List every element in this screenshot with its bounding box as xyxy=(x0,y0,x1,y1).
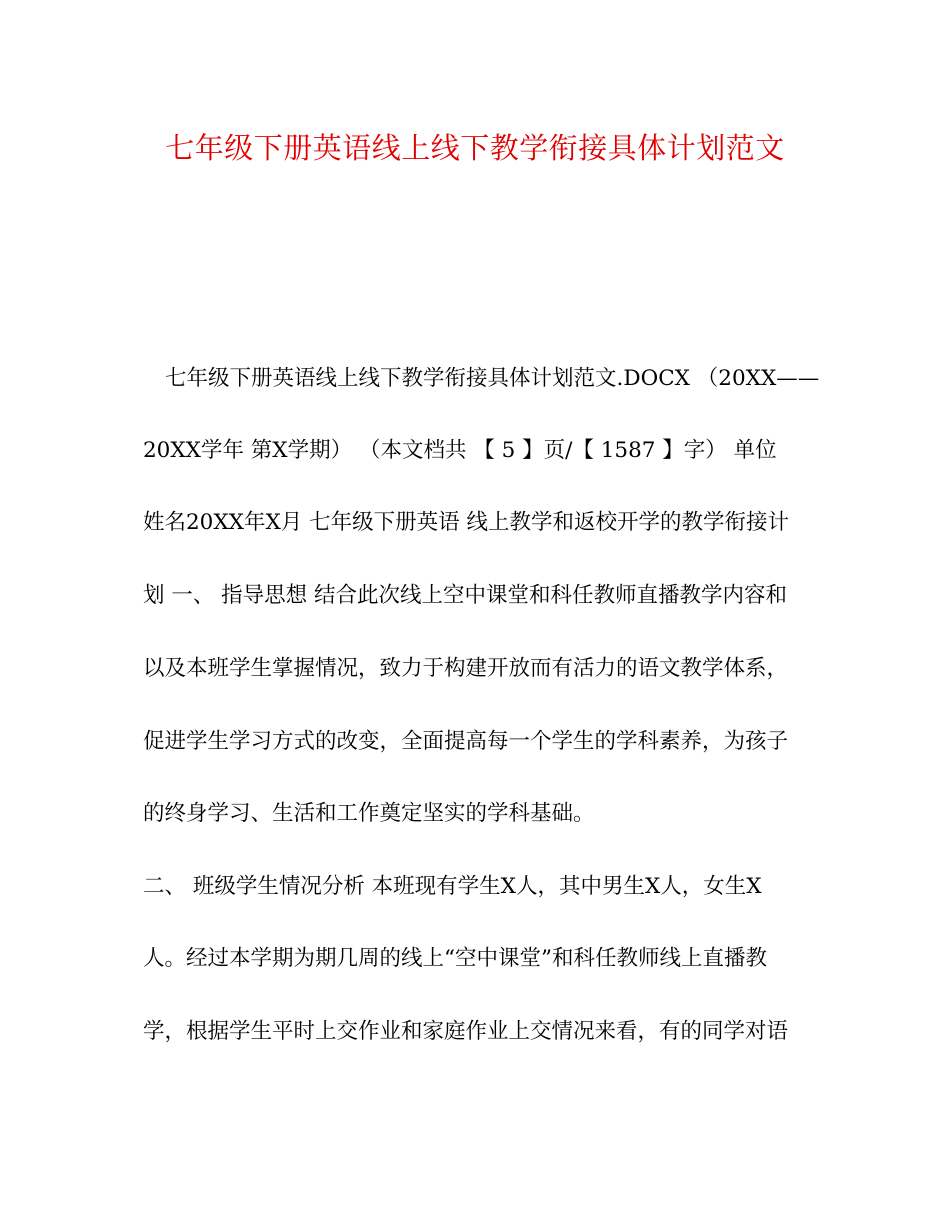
body-line-text: 以及本班学生掌握情况，致力于构建开放而有活力的语文教学体系， xyxy=(143,656,789,681)
body-line-text: 二、 班级学生情况分析 本班现有学生X人，其中男生X人，女生X xyxy=(143,874,762,899)
body-line-text: 学，根据学生平时上交作业和家庭作业上交情况来看，有的同学对语 xyxy=(143,1019,789,1044)
document-title: 七年级下册英语线上线下教学衔接具体计划范文 xyxy=(165,131,785,165)
body-line-text: 20XX学年 第X学期） （本文档共 【 5 】页/【 1587 】字） 单位 xyxy=(143,438,777,463)
body-line-text: 划 一、 指导思想 结合此次线上空中课堂和科任教师直播教学内容和 xyxy=(143,583,788,608)
body-line-text: 七年级下册英语线上线下教学衔接具体计划范文.DOCX （20XX—— xyxy=(165,366,820,391)
body-line-text: 的终身学习、生活和工作奠定坚实的学科基础。 xyxy=(143,801,595,826)
body-line-text: 姓名20XX年X月 七年级下册英语 线上教学和返校开学的教学衔接计 xyxy=(143,510,789,535)
body-line-text: 促进学生学习方式的改变，全面提高每一个学生的学科素养，为孩子 xyxy=(143,729,789,754)
body-line-text: 人。经过本学期为期几周的线上“空中课堂”和科任教师线上直播教 xyxy=(143,946,767,971)
